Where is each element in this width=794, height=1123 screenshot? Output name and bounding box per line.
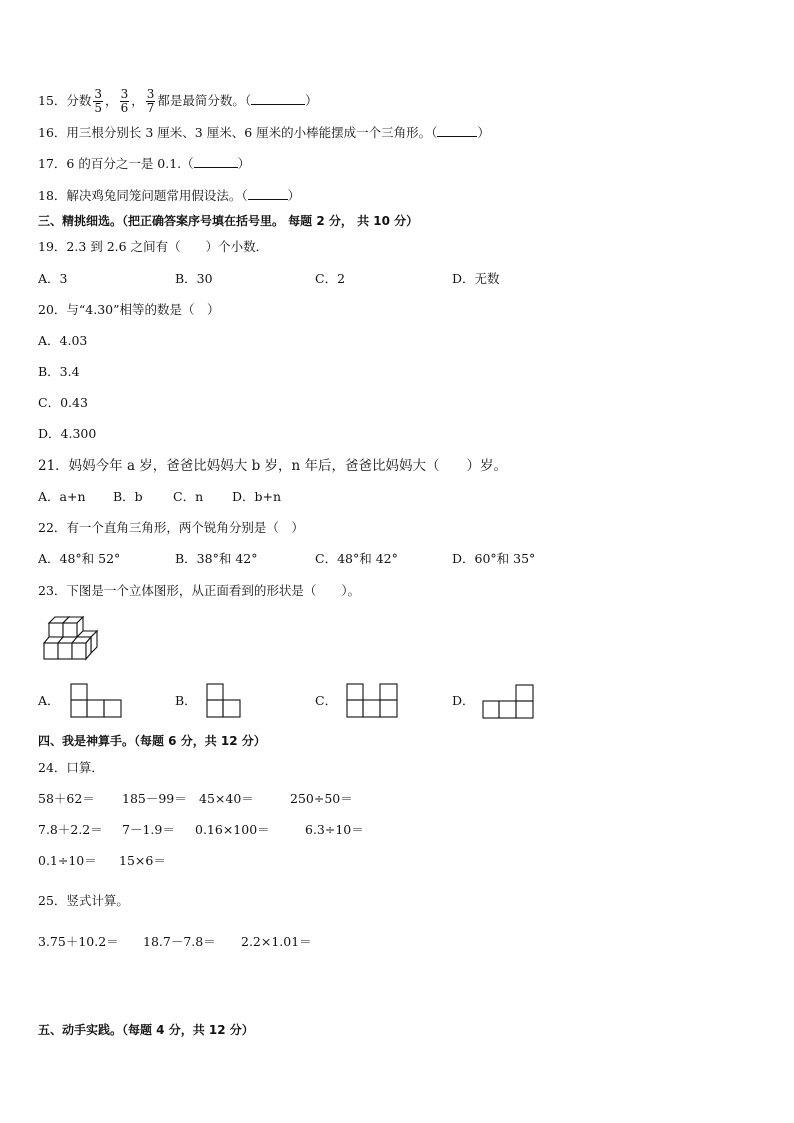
answer-blank-16[interactable]	[437, 125, 477, 137]
q19-option-b[interactable]: B．30	[175, 271, 213, 286]
q22-option-a[interactable]: A．48°和 52°	[38, 551, 121, 566]
q20-option-b[interactable]: B．3.4	[38, 364, 80, 379]
question-16: 16．用三根分别长 3 厘米、3 厘米、6 厘米的小棒能摆成一个三角形。（ ）	[38, 125, 490, 140]
cube-figure	[44, 615, 110, 663]
fraction-3-5: $\frac{3}{5}$	[94, 87, 103, 115]
section-4-heading: 四、我是神算手。（每题 6 分，共 12 分）	[38, 734, 266, 748]
q15-suffix: 都是最简分数。（	[157, 93, 252, 108]
calc-item: 6.3÷10＝	[305, 822, 364, 837]
question-17: 17．6 的百分之一是 0.1.（ ）	[38, 156, 251, 171]
q15-prefix: 15．分数	[38, 93, 92, 108]
section-3-heading: 三、精挑细选。（把正确答案序号填在括号里。 每题 2 分， 共 10 分）	[38, 214, 419, 228]
calc-item: 7－1.9＝	[122, 822, 175, 837]
q21-option-d[interactable]: D．b+n	[232, 489, 282, 504]
calc-item: 0.1÷10＝	[38, 853, 97, 868]
option-a-view-icon	[70, 683, 122, 718]
question-19: 19．2.3 到 2.6 之间有（ ）个小数．	[38, 239, 269, 254]
question-18: 18．解决鸡兔同笼问题常用假设法。（ ）	[38, 188, 301, 203]
q21-option-c[interactable]: C．n	[173, 489, 204, 504]
q22-option-c[interactable]: C．48°和 42°	[315, 551, 398, 566]
answer-blank-17[interactable]	[194, 156, 238, 168]
vertical-calc-item: 3.75＋10.2＝	[38, 934, 119, 949]
q22-option-d[interactable]: D．60°和 35°	[452, 551, 536, 566]
question-24: 24．口算．	[38, 760, 104, 775]
q19-option-c[interactable]: C．2	[315, 271, 346, 286]
calc-item: 15×6＝	[119, 853, 166, 868]
q23-option-a[interactable]: A．	[38, 693, 60, 708]
fraction-3-7: $\frac{3}{7}$	[146, 87, 155, 115]
question-23: 23．下图是一个立体图形，从正面看到的形状是（ ）。	[38, 583, 361, 598]
option-c-view-icon	[346, 683, 398, 718]
q20-option-a[interactable]: A．4.03	[38, 333, 88, 348]
calc-item: 45×40＝	[199, 791, 254, 806]
calc-item: 250÷50＝	[290, 791, 353, 806]
question-21: 21．妈妈今年 a 岁，爸爸比妈妈大 b 岁，n 年后，爸爸比妈妈大（ ）岁。	[38, 458, 508, 474]
calc-item: 0.16×100＝	[195, 822, 270, 837]
q21-option-b[interactable]: B．b	[113, 489, 143, 504]
question-15: 15．分数 $\frac{3}{5}$ ， $\frac{3}{6}$ ， $\frac{3}{7}$ 都是最简分数。（ ）	[38, 87, 318, 115]
q22-option-b[interactable]: B．38°和 42°	[175, 551, 258, 566]
q23-option-b[interactable]: B．	[175, 693, 197, 708]
vertical-calc-item: 18.7－7.8＝	[143, 934, 216, 949]
q19-option-d[interactable]: D．无数	[452, 271, 500, 286]
option-d-view-icon	[482, 684, 534, 719]
vertical-calc-item: 2.2×1.01＝	[241, 934, 312, 949]
q19-option-a[interactable]: A．3	[38, 271, 68, 286]
q23-option-c[interactable]: C．	[315, 693, 338, 708]
q23-option-d[interactable]: D．	[452, 693, 475, 708]
section-5-heading: 五、动手实践。（每题 4 分，共 12 分）	[38, 1023, 254, 1037]
calc-item: 7.8＋2.2＝	[38, 822, 103, 837]
answer-blank-15[interactable]	[251, 93, 305, 105]
answer-blank-18[interactable]	[248, 188, 288, 200]
q21-option-a[interactable]: A．a+n	[38, 489, 86, 504]
option-b-view-icon	[206, 683, 241, 718]
q20-option-c[interactable]: C．0.43	[38, 395, 88, 410]
calc-item: 58＋62＝	[38, 791, 95, 806]
q20-option-d[interactable]: D．4.300	[38, 426, 97, 441]
question-20: 20．与“4.30”相等的数是（ ）	[38, 302, 220, 317]
fraction-3-6: $\frac{3}{6}$	[120, 87, 129, 115]
question-22: 22．有一个直角三角形，两个锐角分别是（ ）	[38, 520, 304, 535]
calc-item: 185－99＝	[122, 791, 187, 806]
question-25: 25．竖式计算。	[38, 893, 129, 908]
